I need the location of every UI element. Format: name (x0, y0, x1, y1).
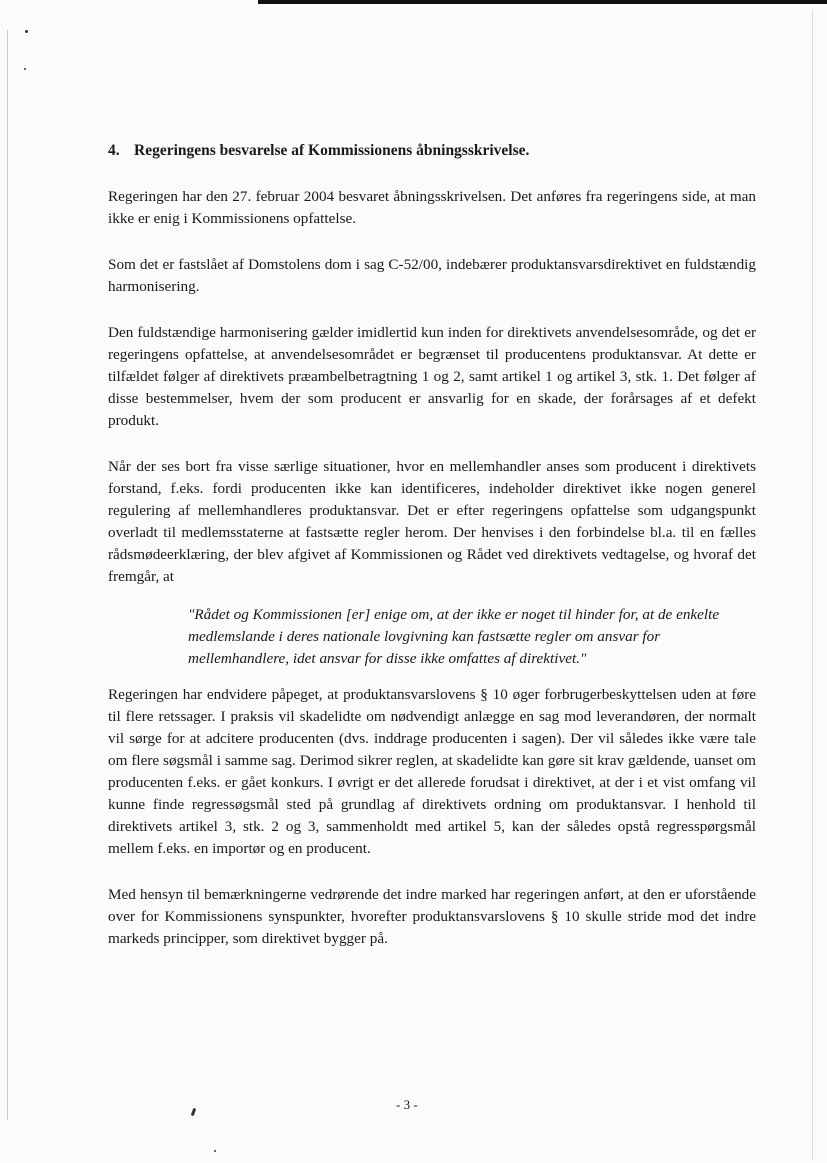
scan-speck (214, 1150, 216, 1152)
paragraph: Regeringen har den 27. februar 2004 besvaret åbningsskrivelsen. Det anføres fra regeringens side, at man ikke er enig i Kommissionens opfattelse. (108, 188, 756, 227)
paragraph: Som det er fastslået af Domstolens dom i sag C-52/00, indebærer produktansvarsdirektivet en fuldstændig harmonisering. (108, 256, 756, 295)
top-scan-rule (258, 0, 827, 4)
scan-speck (25, 30, 28, 33)
section-heading (108, 142, 756, 160)
scan-speck (191, 1108, 197, 1117)
document-page (108, 142, 756, 974)
paragraph: Den fuldstændige harmonisering gælder imidlertid kun inden for direktivets anvendelsesområde, og det er regeringens opfattelse, at anvendelsesområdet er begrænset til producentens produktansvar. At dette er tilfældet følger af direktivets præambelbetragtning 1 og 2, samt artikel 1 og artikel 3, stk. 1. Det følger af disse bestemmelser, hvem der som producent er ansvarlig for en skade, der forårsages af et defekt produkt. (108, 324, 756, 429)
scan-speck (24, 68, 26, 70)
paragraph: Når der ses bort fra visse særlige situationer, hvor en mellemhandler anses som producent i direktivets forstand, f.eks. fordi producenten ikke kan identificeres, indeholder direktivet ikke nogen generel regulering af mellemhandleres produktansvar. Det er efter regeringens opfattelse som udgangspunkt overladt til medlemsstaterne at fastsætte regler herom. Der henvises i den forbindelse bl.a. til en fælles rådsmødeerklæring, der blev afgivet af Kommissionen og Rådet ved direktivets vedtagelse, og hvoraf det fremgår, at (108, 458, 756, 585)
section-number: 4. (108, 142, 120, 159)
section-title: Regeringens besvarelse af Kommissionens åbningsskrivelse. (134, 142, 530, 159)
paragraph: Regeringen har endvidere påpeget, at produktansvarslovens § 10 øger forbrugerbeskyttelsen uden at føre til flere retssager. I praksis vil skadelidte om nødvendigt anlægge en sag mod leverandøren, der normalt vil sørge for at adcitere producenten (dvs. inddrage producenten i sagen). Der vil således ikke være tale om flere søgsmål i samme sag. Derimod sikrer reglen, at skadelidte kan gøre sit krav gældende, uanset om producenten f.eks. er gået konkurs. I øvrigt er det allerede forudsat i direktivet, at der i et vist omfang vil kunne finde regressøgsmål sted på grundlag af direktivets ordning om produktansvar. I henhold til direktivets artikel 3, stk. 2 og 3, sammenholdt med artikel 5, kan der således opstå regresspørgsmål mellem f.eks. en importør og en producent. (108, 686, 756, 857)
paragraph: Med hensyn til bemærkningerne vedrørende det indre marked har regeringen anført, at den er uforstående over for Kommissionens synspunkter, hvorefter produktansvarslovens § 10 skulle stride mod det indre markeds principper, som direktivet bygger på. (108, 886, 756, 947)
right-scan-edge (812, 10, 813, 1160)
page-number: - 3 - (396, 1097, 418, 1112)
left-scan-edge (7, 30, 8, 1120)
block-quote: "Rådet og Kommissionen [er] enige om, at der ikke er noget til hinder for, at de enkelte medlemslande i deres nationale lovgivning kan fastsætte regler om ansvar for mellemhandlere, idet ansvar for disse ikke omfattes af direktivet." (188, 606, 720, 667)
